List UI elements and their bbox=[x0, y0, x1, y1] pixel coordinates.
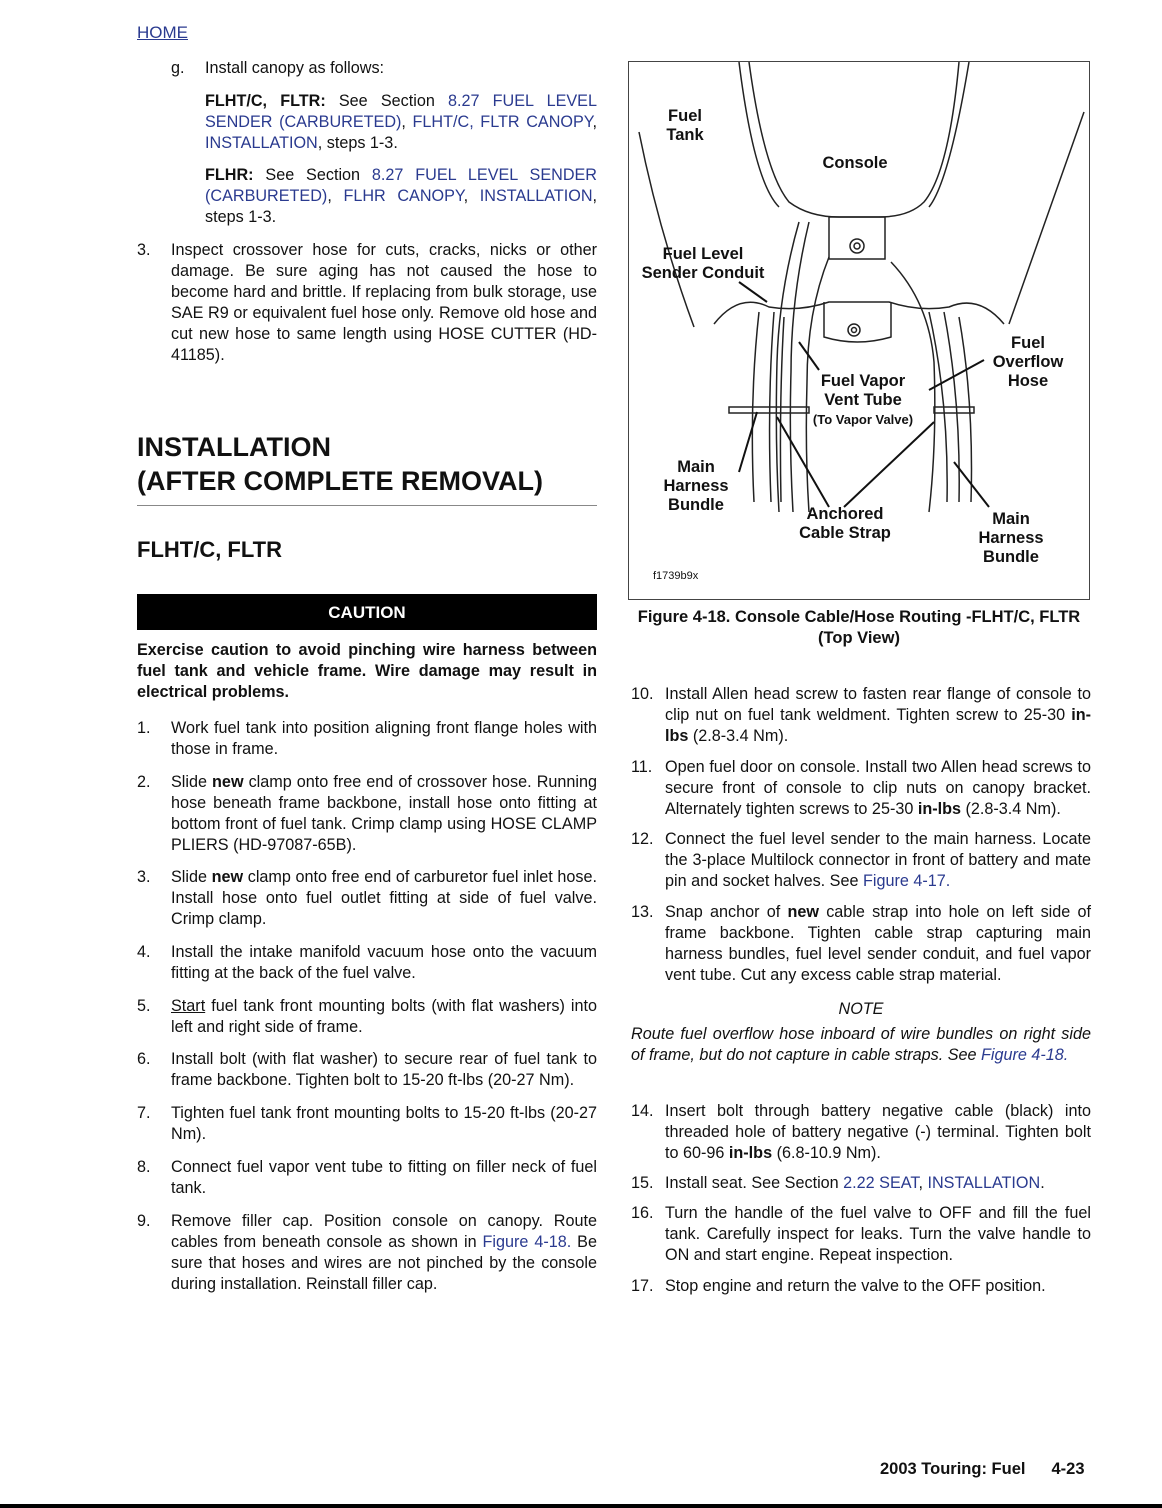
step-text bbox=[665, 684, 1091, 747]
sender-conduit bbox=[776, 222, 799, 512]
text-part: Connect the fuel level sender to the main harness. Locate the 3-place Multilock connector in front of battery and mate pin and socket halves. See bbox=[665, 830, 1091, 890]
link-installation[interactable]: INSTALLATION bbox=[927, 1174, 1041, 1192]
text-part: Be sure that hoses and wires are not pinched by the console during installation. Reinstall filler cap. bbox=[171, 1233, 597, 1293]
leader-strap-2 bbox=[844, 422, 934, 507]
step-text: Install canopy as follows: bbox=[205, 59, 385, 77]
emphasis: in-lbs bbox=[728, 1144, 773, 1162]
text-part: Open fuel door on console. Install two Allen head screws to secure front of console to clip nuts on canopy bracket. Alternately tighten screws to 25-30 bbox=[665, 758, 1091, 818]
link-installation[interactable]: INSTALLATION bbox=[479, 187, 593, 205]
page-footer bbox=[880, 1459, 1085, 1480]
leader-sender bbox=[739, 282, 767, 302]
step-number: 10. bbox=[631, 685, 654, 703]
caption-line1: Figure 4-18. Console Cable/Hose Routing -FLHT/C, FLTR bbox=[637, 608, 1081, 626]
step-number: 5. bbox=[137, 997, 151, 1015]
step-6 bbox=[137, 1049, 597, 1091]
step-number: 1. bbox=[137, 719, 151, 737]
home-link[interactable]: HOME bbox=[137, 23, 188, 42]
step-text bbox=[665, 757, 1091, 820]
console-outline bbox=[749, 62, 959, 217]
figure-caption bbox=[628, 607, 1090, 649]
console-screw bbox=[850, 239, 864, 253]
link-flhr-canopy[interactable]: FLHR CANOPY bbox=[343, 187, 464, 205]
step-text: Turn the handle of the fuel valve to OFF and fill the fuel tank. Carefully inspect for leaks. Turn the valve handle to ON and start engine. Repeat inspection. bbox=[665, 1204, 1091, 1264]
text-part: Remove filler cap. Position console on canopy. Route cables from beneath console as shown in bbox=[171, 1212, 597, 1251]
text-part: Snap anchor of bbox=[665, 903, 788, 921]
tank-outline-left bbox=[639, 132, 694, 327]
label-overflow-1: Fuel bbox=[1011, 334, 1045, 352]
step-text bbox=[171, 772, 597, 856]
sep: , bbox=[401, 113, 413, 131]
emphasis: in-lbs bbox=[917, 800, 962, 818]
see-text: See Section bbox=[253, 166, 372, 184]
tank-outline-right bbox=[1009, 112, 1084, 324]
link-installation[interactable]: INSTALLATION bbox=[205, 134, 318, 152]
note-text: Route fuel overflow hose inboard of wire bundles on right side of frame, but do not capture in cable straps. See bbox=[631, 1025, 1091, 1064]
link-figure-4-18[interactable]: Figure 4-18. bbox=[482, 1233, 572, 1251]
step-number: 17. bbox=[631, 1277, 654, 1295]
step-number: g. bbox=[171, 59, 185, 77]
step-4 bbox=[137, 942, 597, 984]
step-number: 3. bbox=[137, 241, 151, 259]
section-divider bbox=[137, 505, 597, 506]
step-text: Stop engine and return the valve to the OFF position. bbox=[665, 1277, 1046, 1295]
label-harness-right-2: Harness bbox=[978, 529, 1044, 547]
text-part: Install seat. See Section bbox=[665, 1174, 844, 1192]
step-7 bbox=[137, 1103, 597, 1145]
flht-label: FLHT/C, FLTR: bbox=[205, 92, 326, 110]
label-fuel-tank-2: Tank bbox=[666, 126, 704, 144]
sep: , bbox=[463, 187, 480, 205]
label-harness-left-1: Main bbox=[677, 458, 715, 476]
label-console: Console bbox=[822, 154, 888, 172]
step-2 bbox=[137, 772, 597, 856]
label-strap-2: Cable Strap bbox=[799, 524, 891, 542]
caution-banner bbox=[137, 594, 597, 630]
caution-label: CAUTION bbox=[328, 602, 406, 622]
label-harness-right-3: Bundle bbox=[983, 548, 1039, 566]
label-vapor-1: Fuel Vapor bbox=[820, 372, 906, 390]
step-1 bbox=[137, 718, 597, 760]
underlined-word: Start bbox=[171, 997, 206, 1015]
step-5 bbox=[137, 996, 597, 1038]
section-title-line1: INSTALLATION bbox=[137, 432, 331, 462]
section-title bbox=[137, 430, 543, 498]
label-vapor-2: Vent Tube bbox=[824, 391, 902, 409]
label-vapor-3: (To Vapor Valve) bbox=[812, 412, 914, 427]
figure-id: f1739b9x bbox=[653, 570, 699, 582]
step-3-inspect bbox=[137, 240, 597, 366]
step-text bbox=[665, 1101, 1091, 1164]
step-number: 16. bbox=[631, 1204, 654, 1222]
label-overflow-2: Overflow bbox=[992, 353, 1064, 371]
page-bottom-rule bbox=[0, 1504, 1162, 1508]
step-13 bbox=[631, 902, 1091, 986]
text-part: fuel tank front mounting bolts (with flat washers) into left and right side of frame. bbox=[171, 997, 597, 1036]
step-text: Connect fuel vapor vent tube to fitting on filler neck of fuel tank. bbox=[171, 1158, 597, 1197]
step-g bbox=[171, 58, 597, 79]
emphasis: new bbox=[212, 773, 244, 791]
step-number: 9. bbox=[137, 1212, 151, 1230]
page-number: 4-23 bbox=[1051, 1460, 1085, 1478]
step-number: 11. bbox=[631, 758, 653, 776]
sep: , bbox=[327, 187, 344, 205]
see-text: See Section bbox=[325, 92, 448, 110]
step-number: 7. bbox=[137, 1104, 151, 1122]
link-figure-4-17[interactable]: Figure 4-17. bbox=[862, 872, 951, 890]
label-sender-1: Fuel Level bbox=[662, 245, 744, 263]
step-number: 13. bbox=[631, 903, 654, 921]
step-17 bbox=[631, 1276, 1091, 1297]
text-part: clamp onto free end of carburetor fuel inlet hose. Install hose onto fuel outlet fitting at side of fuel valve. Crimp clamp. bbox=[171, 868, 597, 928]
step-text: Install bolt (with flat washer) to secure rear of fuel tank to frame backbone. Tighten bolt to 15-20 ft-lbs (20-27 Nm). bbox=[171, 1050, 597, 1089]
flhr-label: FLHR: bbox=[205, 166, 254, 184]
text-part: clamp onto free end of crossover hose. Running hose beneath frame backbone, install hose onto fitting at bottom front of fuel tank. Crimp clamp using HOSE CLAMP PLIERS (HD-97087-65B). bbox=[171, 773, 597, 854]
text-part: (2.8-3.4 Nm). bbox=[688, 727, 789, 745]
text-part: . bbox=[1040, 1174, 1045, 1192]
step-number: 2. bbox=[137, 773, 151, 791]
sep: , bbox=[592, 113, 597, 131]
text-part: Insert bolt through battery negative cable (black) into threaded hole of battery negative (-) terminal. Tighten bolt to 60-96 bbox=[665, 1102, 1091, 1162]
step-number: 15. bbox=[631, 1174, 654, 1192]
cable-strap-right bbox=[934, 407, 974, 413]
link-fuel-level-sender[interactable]: 8.27 FUEL LEVEL SENDER (CARBURETED) bbox=[205, 166, 597, 205]
leader-overflow bbox=[929, 360, 984, 390]
step-text: Inspect crossover hose for cuts, cracks, nicks or other damage. Be sure aging has not caused the hose to become hard and brittle. If replacing from bulk storage, use SAE R9 or equivalent fuel hose only. Remove old hose and cut new hose to same length using HOSE CUTTER (HD-41185). bbox=[171, 241, 597, 364]
emphasis: new bbox=[211, 868, 244, 886]
step-text bbox=[171, 996, 597, 1038]
link-seat[interactable]: 2.22 SEAT bbox=[843, 1174, 919, 1192]
label-harness-right-1: Main bbox=[992, 510, 1030, 528]
text-part: cable strap into hole on left side of frame backbone. Tighten cable strap capturing main harness bundles, fuel level sender conduit, and fuel vapor vent tube. Cut any excess cable strap material. bbox=[665, 903, 1091, 984]
section-title-line2: (AFTER COMPLETE REMOVAL) bbox=[137, 466, 543, 496]
subsection-title: FLHT/C, FLTR bbox=[137, 537, 282, 562]
step-number: 14. bbox=[631, 1102, 654, 1120]
text-part: (6.8-10.9 Nm). bbox=[772, 1144, 881, 1162]
step-number: 3. bbox=[137, 868, 151, 886]
label-harness-left-3: Bundle bbox=[668, 496, 724, 514]
emphasis: new bbox=[787, 903, 819, 921]
step-9 bbox=[137, 1211, 597, 1295]
step-text bbox=[665, 829, 1091, 892]
note-title: NOTE bbox=[838, 1000, 884, 1018]
label-sender-2: Sender Conduit bbox=[641, 264, 765, 282]
label-fuel-tank-1: Fuel bbox=[668, 107, 702, 125]
leader-strap-1 bbox=[777, 417, 829, 507]
step-3 bbox=[137, 867, 597, 930]
step-15 bbox=[631, 1173, 1091, 1194]
step-14 bbox=[631, 1101, 1091, 1164]
link-flht-canopy[interactable]: FLHT/C, FLTR CANOPY bbox=[412, 113, 593, 131]
step-text bbox=[665, 1173, 1091, 1194]
step-16 bbox=[631, 1203, 1091, 1266]
caution-text: Exercise caution to avoid pinching wire harness between fuel tank and vehicle frame. Wire damage may result in electrical problems. bbox=[137, 641, 597, 701]
step-number: 6. bbox=[137, 1050, 151, 1068]
step-text: Install the intake manifold vacuum hose onto the vacuum fitting at the back of the fuel valve. bbox=[171, 943, 597, 982]
step-text bbox=[171, 1211, 597, 1295]
step-text: Tighten fuel tank front mounting bolts to 15-20 ft-lbs (20-27 Nm). bbox=[171, 1104, 597, 1143]
flht-canopy-ref bbox=[205, 91, 597, 154]
sep: , bbox=[918, 1174, 928, 1192]
step-12 bbox=[631, 829, 1091, 892]
label-harness-left-2: Harness bbox=[663, 477, 729, 495]
caption-line2: (Top View) bbox=[818, 629, 900, 647]
label-strap-1: Anchored bbox=[806, 505, 884, 523]
step-text: Work fuel tank into position aligning front flange holes with those in frame. bbox=[171, 719, 597, 758]
canopy-bracket bbox=[824, 302, 891, 342]
step-number: 4. bbox=[137, 943, 151, 961]
emphasis: in-lbs bbox=[665, 706, 1091, 745]
leader-harness-left bbox=[739, 412, 757, 472]
link-fuel-level-sender[interactable]: 8.27 FUEL LEVEL SENDER (CARBURETED) bbox=[205, 92, 597, 131]
routing-diagram bbox=[629, 62, 1089, 599]
step-text bbox=[171, 867, 597, 930]
text-part: (2.8-3.4 Nm). bbox=[961, 800, 1061, 818]
text-part: Slide bbox=[171, 868, 212, 886]
steps-text: , steps 1-3. bbox=[205, 187, 598, 226]
step-text bbox=[665, 902, 1091, 986]
step-number: 8. bbox=[137, 1158, 151, 1176]
note-body bbox=[631, 1024, 1091, 1066]
steps-text: , steps 1-3. bbox=[317, 134, 398, 152]
footer-title: 2003 Touring: Fuel bbox=[880, 1460, 1026, 1478]
link-figure-4-18[interactable]: Figure 4-18. bbox=[981, 1046, 1069, 1064]
label-overflow-3: Hose bbox=[1007, 372, 1049, 390]
text-part: Install Allen head screw to fasten rear flange of console to clip nut on fuel tank weldment. Tighten screw to 25-30 bbox=[665, 685, 1091, 724]
step-10 bbox=[631, 684, 1091, 747]
text-part: Slide bbox=[171, 773, 213, 791]
figure-4-18 bbox=[628, 61, 1090, 600]
flhr-canopy-ref bbox=[205, 165, 597, 228]
step-11 bbox=[631, 757, 1091, 820]
bracket-screw bbox=[848, 324, 860, 336]
step-8 bbox=[137, 1157, 597, 1199]
step-number: 12. bbox=[631, 830, 654, 848]
